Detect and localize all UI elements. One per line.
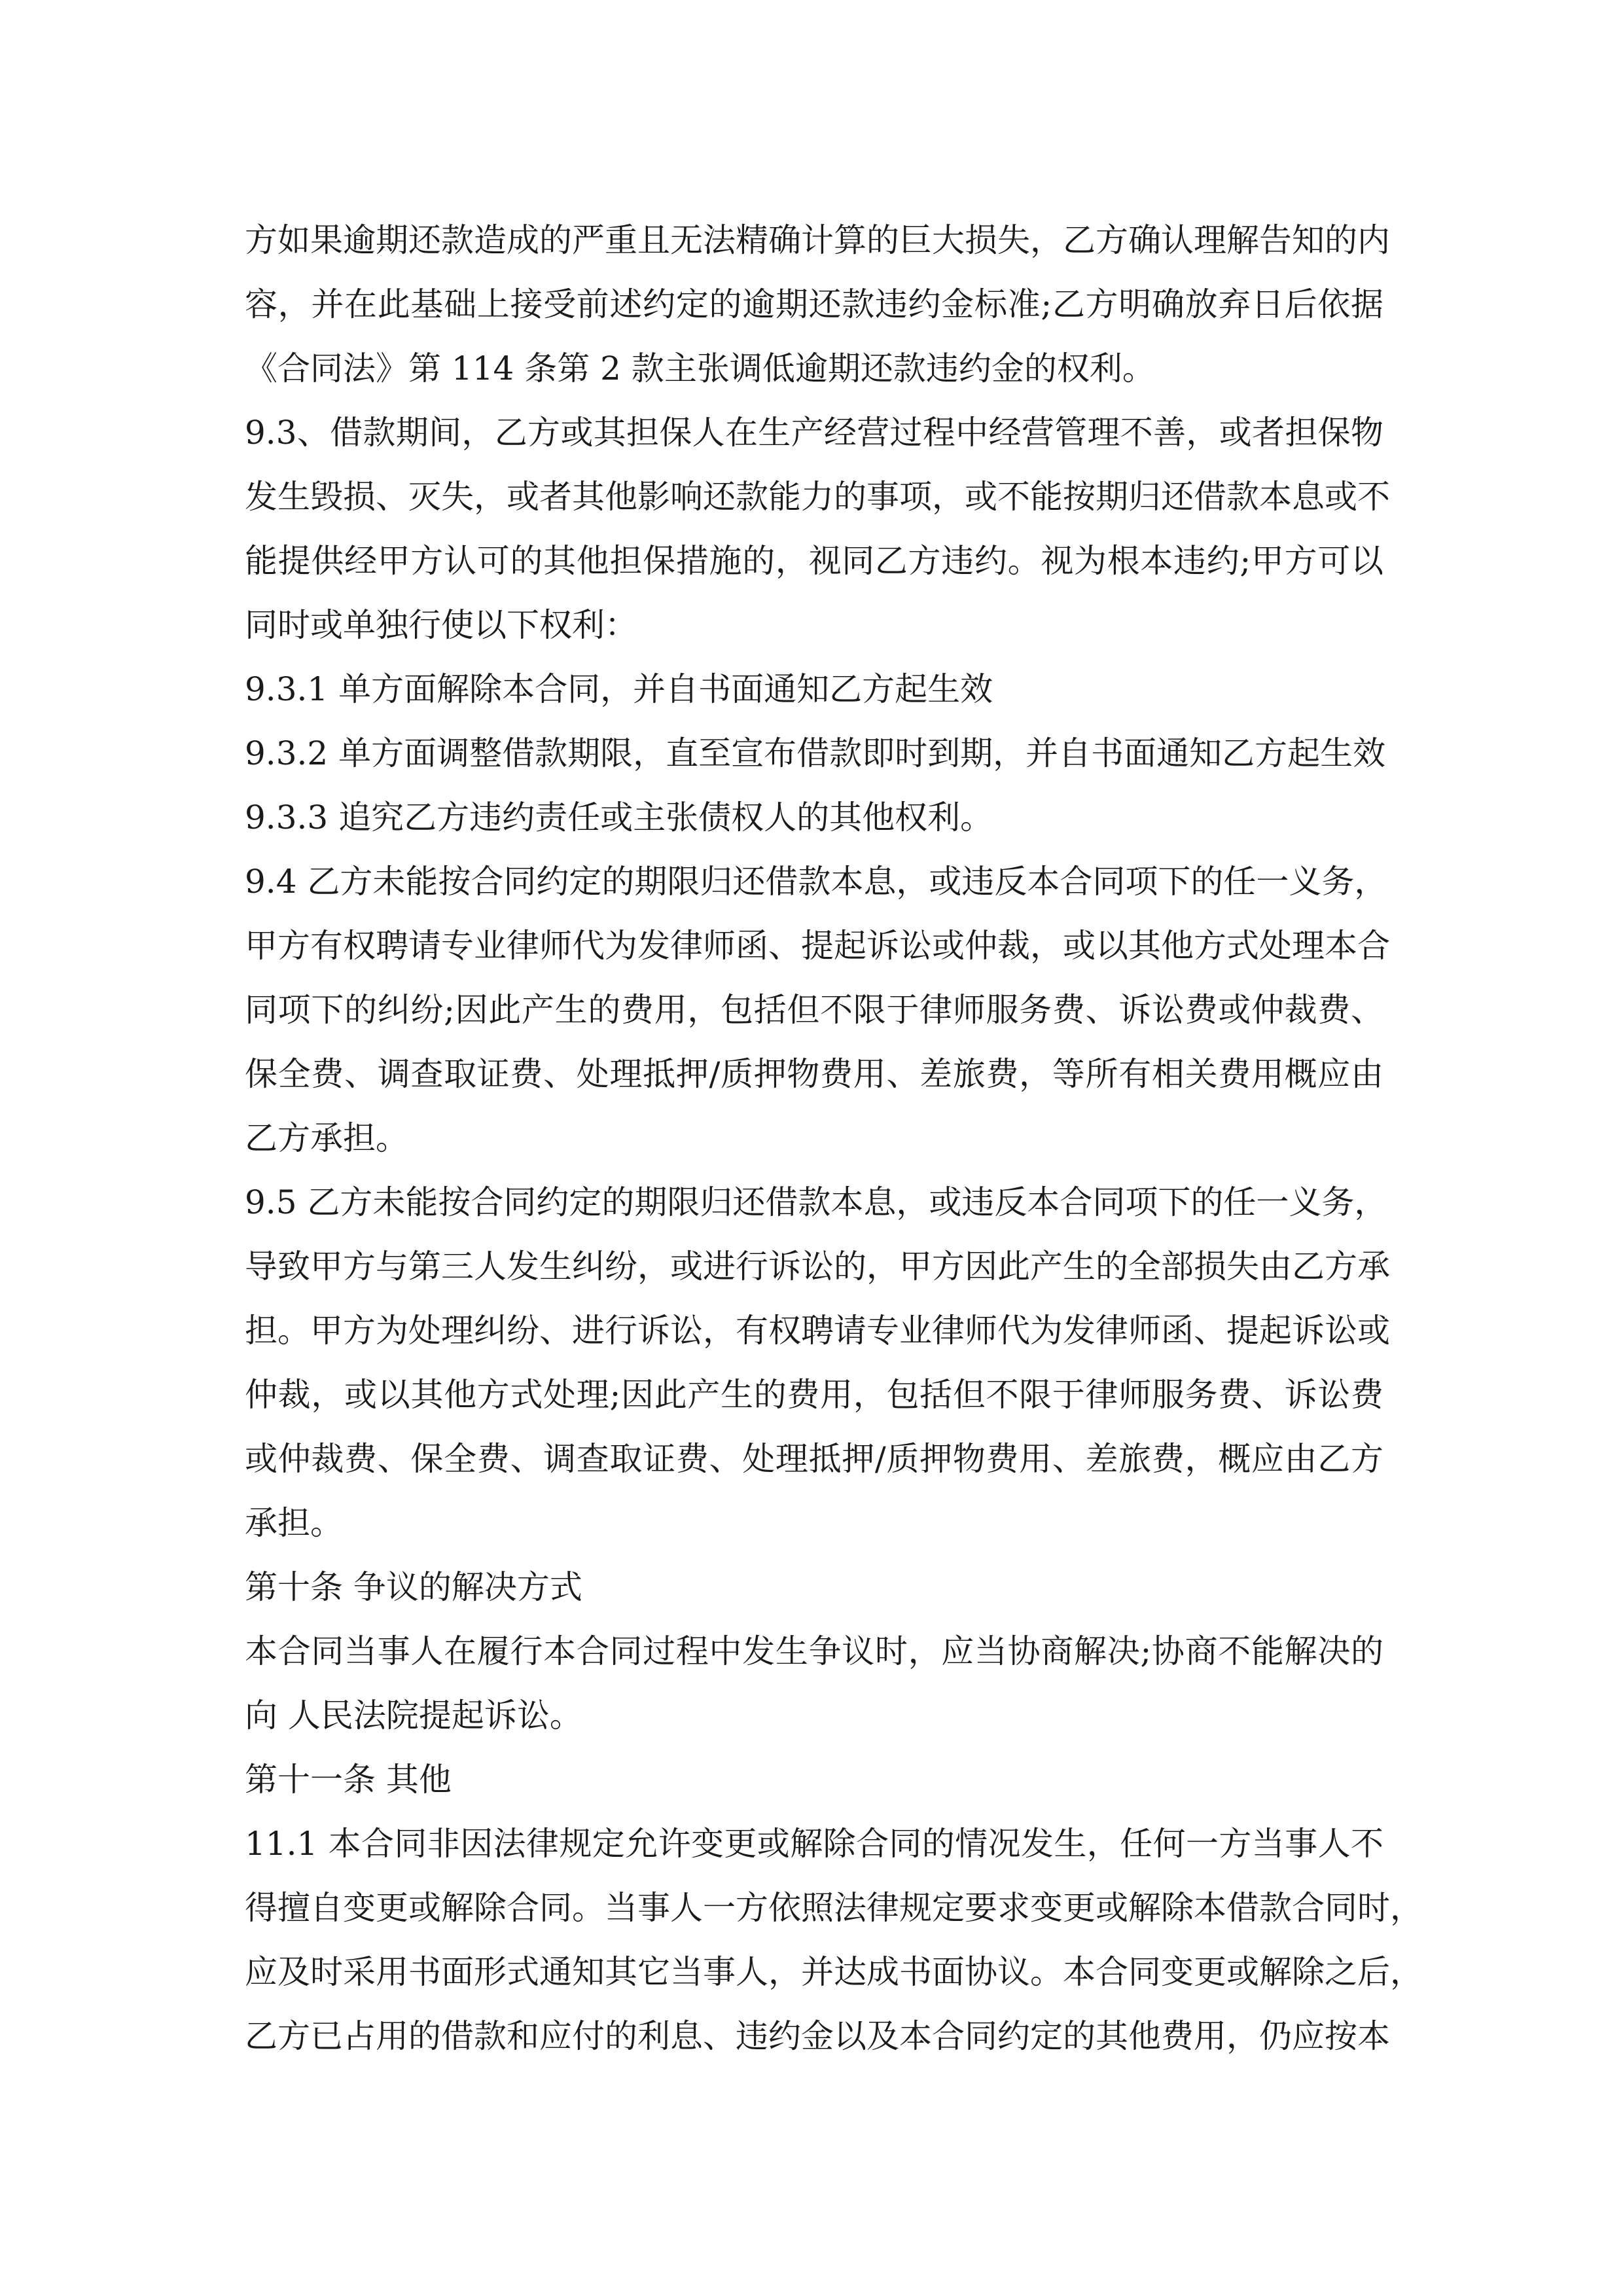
text-line: 9.3.1 单方面解除本合同，并自书面通知乙方起生效 bbox=[245, 670, 993, 708]
text-line: 9.5 乙方未能按合同约定的期限归还借款本息，或违反本合同项下的任一义务， bbox=[245, 1183, 1387, 1221]
text-line: 得擅自变更或解除合同。当事人一方依照法律规定要求变更或解除本借款合同时， bbox=[245, 1889, 1423, 1927]
text-line: 容，并在此基础上接受前述约定的逾期还款违约金标准;乙方明确放弃日后依据 bbox=[245, 285, 1383, 323]
text-line: 第十条 争议的解决方式 bbox=[245, 1568, 582, 1606]
text-line: 乙方已占用的借款和应付的利息、违约金以及本合同约定的其他费用，仍应按本 bbox=[245, 2017, 1390, 2055]
text-line: 11.1 本合同非因法律规定允许变更或解除合同的情况发生，任何一方当事人不 bbox=[245, 1825, 1383, 1863]
text-line: 9.3、借款期间，乙方或其担保人在生产经营过程中经营管理不善，或者担保物 bbox=[245, 414, 1383, 452]
text-line: 9.4 乙方未能按合同约定的期限归还借款本息，或违反本合同项下的任一义务， bbox=[245, 863, 1387, 901]
text-line: 向 人民法院提起诉讼。 bbox=[245, 1696, 582, 1734]
text-line: 导致甲方与第三人发生纠纷，或进行诉讼的，甲方因此产生的全部损失由乙方承 bbox=[245, 1247, 1390, 1285]
text-line: 甲方有权聘请专业律师代为发律师函、提起诉讼或仲裁，或以其他方式处理本合 bbox=[245, 927, 1390, 965]
text-line: 9.3.3 追究乙方违约责任或主张债权人的其他权利。 bbox=[245, 798, 993, 836]
text-line: 能提供经甲方认可的其他担保措施的，视同乙方违约。视为根本违约;甲方可以 bbox=[245, 542, 1383, 580]
text-line: 第十一条 其他 bbox=[245, 1761, 452, 1799]
text-line: 同时或单独行使以下权利： bbox=[245, 606, 637, 644]
text-line: 担。甲方为处理纠纷、进行诉讼，有权聘请专业律师代为发律师函、提起诉讼或 bbox=[245, 1312, 1390, 1350]
text-line: 乙方承担。 bbox=[245, 1119, 408, 1157]
text-line: 发生毁损、灭失，或者其他影响还款能力的事项，或不能按期归还借款本息或不 bbox=[245, 478, 1390, 516]
text-line: 应及时采用书面形式通知其它当事人，并达成书面协议。本合同变更或解除之后， bbox=[245, 1953, 1423, 1991]
text-line: 9.3.2 单方面调整借款期限，直至宣布借款即时到期，并自书面通知乙方起生效 bbox=[245, 734, 1386, 772]
text-line: 仲裁，或以其他方式处理;因此产生的费用，包括但不限于律师服务费、诉讼费 bbox=[245, 1376, 1383, 1414]
text-line: 保全费、调查取证费、处理抵押/质押物费用、差旅费，等所有相关费用概应由 bbox=[245, 1055, 1383, 1093]
text-line: 本合同当事人在履行本合同过程中发生争议时，应当协商解决;协商不能解决的 bbox=[245, 1632, 1383, 1670]
text-line: 承担。 bbox=[245, 1504, 343, 1542]
text-line: 方如果逾期还款造成的严重且无法精确计算的巨大损失，乙方确认理解告知的内 bbox=[245, 221, 1390, 259]
text-line: 同项下的纠纷;因此产生的费用，包括但不限于律师服务费、诉讼费或仲裁费、 bbox=[245, 991, 1383, 1029]
contract-text-body bbox=[245, 208, 1423, 2068]
text-line: 《合同法》第 114 条第 2 款主张调低逾期还款违约金的权利。 bbox=[245, 350, 1155, 387]
text-line: 或仲裁费、保全费、调查取证费、处理抵押/质押物费用、差旅费，概应由乙方 bbox=[245, 1440, 1383, 1478]
